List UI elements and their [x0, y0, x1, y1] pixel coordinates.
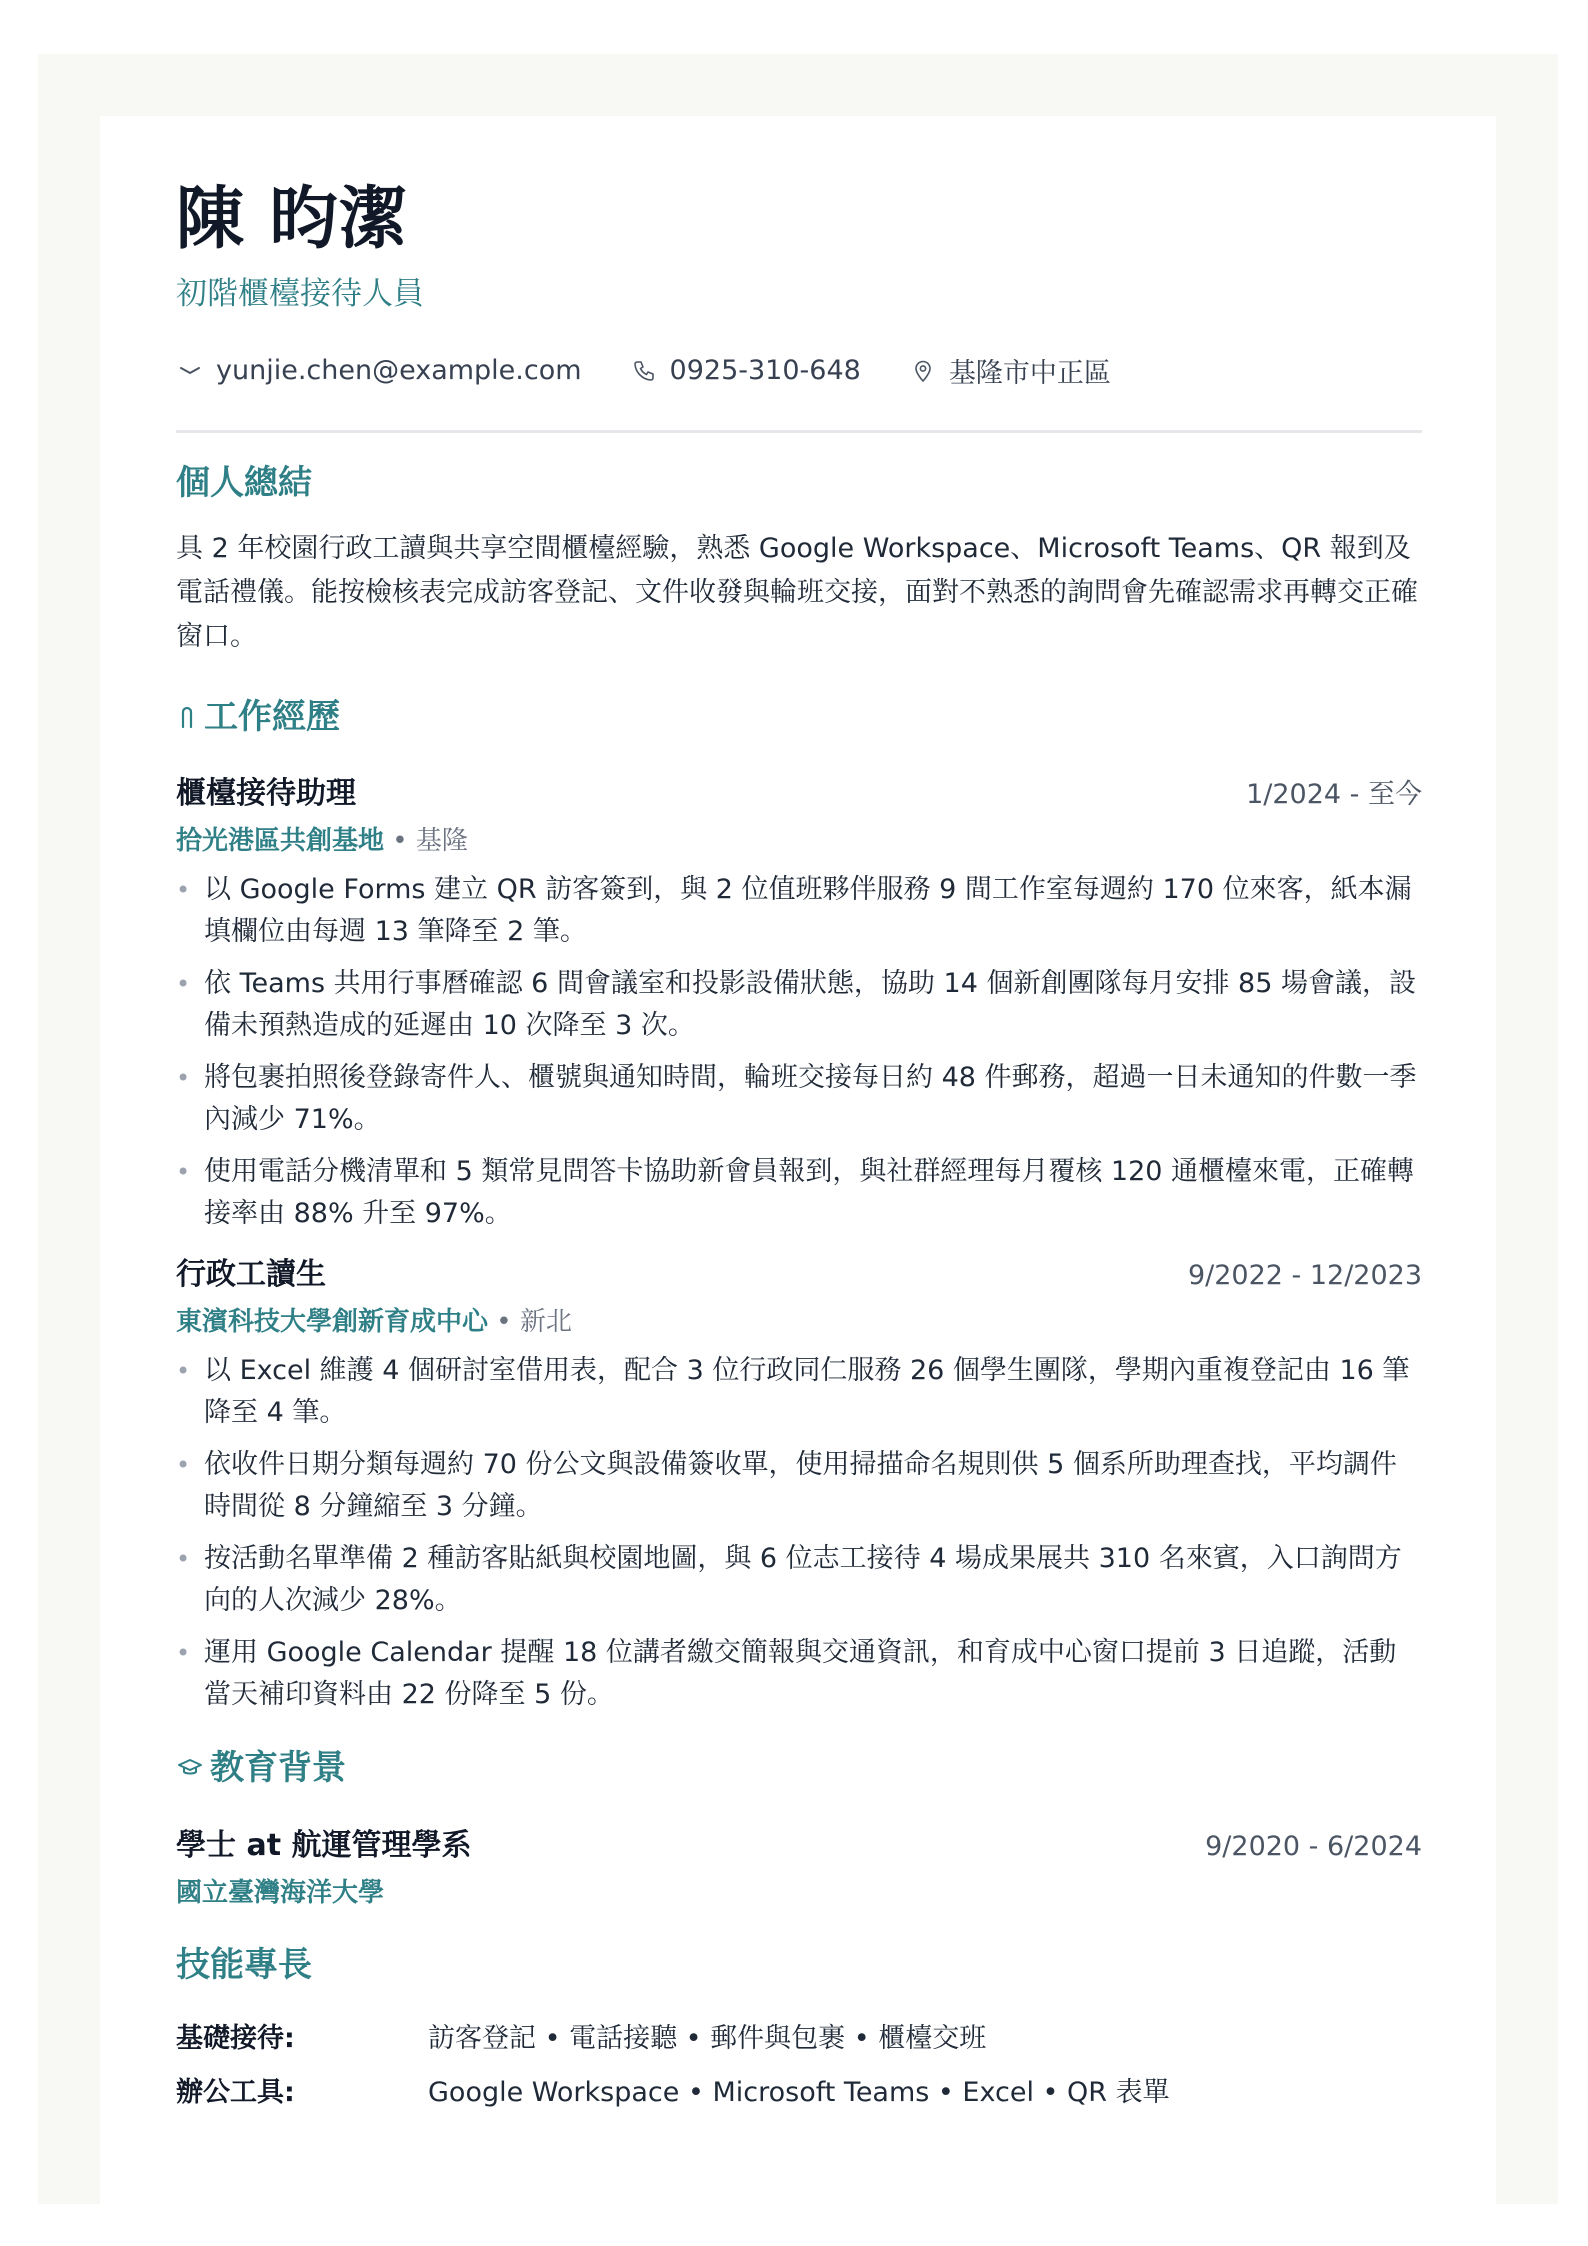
education-header [176, 1820, 1422, 1864]
summary-text: 具 2 年校園行政工讀與共享空間櫃檯經驗，熟悉 Google Workspace、Microsoft Teams、QR 報到及電話禮儀。能按檢核表完成訪客登記、文件收發與輪班交接，面對不熟悉的詢問會先確認需求再轉交正確窗口。 [176, 533, 1418, 653]
candidate-role: 初階櫃檯接待人員 [176, 276, 424, 312]
resume-content [176, 180, 1422, 2125]
education-heading-text: 教育背景 [210, 1747, 346, 1788]
experience-heading-text: 工作經歷 [204, 697, 340, 738]
contact-location [909, 351, 1111, 390]
skill-row [176, 2017, 1422, 2061]
candidate-name: 陳 昀潔 [176, 180, 408, 259]
degree: 學士 at 航運管理學系 [176, 1827, 472, 1863]
resume-sheet [100, 116, 1496, 2204]
job-bullet: • 將包裹拍照後登錄寄件人、櫃號與通知時間，輪班交接每日約 48 件郵務，超過一日未通知的件數一季內減少 71%。 [176, 1057, 1422, 1141]
job-header [176, 1249, 1422, 1293]
phone-text: 0925-310-648 [669, 355, 861, 387]
organization-name: 拾光港區共創基地 [176, 825, 385, 856]
organization-location: • 新北 [496, 1306, 572, 1337]
job-title: 櫃檯接待助理 [176, 775, 356, 811]
skill-row [176, 2071, 1422, 2115]
graduation-cap-icon [176, 1754, 204, 1782]
job-bullets [176, 1350, 1422, 1716]
job-bullet: • 按活動名單準備 2 種訪客貼紙與校園地圖，與 6 位志工接待 4 場成果展共 310 名來賓，入口詢問方向的人次減少 28%。 [176, 1538, 1422, 1622]
job-title: 行政工讀生 [176, 1256, 326, 1292]
job-organization [176, 1301, 1422, 1338]
skills-heading [176, 1943, 1422, 1987]
skills-list [176, 2017, 1422, 2115]
contact-email[interactable] [176, 355, 582, 386]
education-date: 9/2020 - 6/2024 [1205, 1830, 1422, 1862]
job-date: 1/2024 - 至今 [1246, 778, 1422, 810]
location-text: 基隆市中正區 [948, 358, 1111, 390]
skill-value: 訪客登記 • 電話接聽 • 郵件與包裹 • 櫃檯交班 [428, 2022, 987, 2054]
contact-info [176, 351, 1422, 390]
job-date: 9/2022 - 12/2023 [1187, 1259, 1422, 1291]
organization-name: 東濱科技大學創新育成中心 [176, 1306, 489, 1337]
job-entry [176, 768, 1422, 1235]
email-text: yunjie.chen@example.com [216, 355, 582, 387]
job-bullet: • 依收件日期分類每週約 70 份公文與設備簽收單，使用掃描命名規則供 5 個系所助理查找，平均調件時間從 8 分鐘縮至 3 分鐘。 [176, 1444, 1422, 1528]
job-bullet: • 以 Excel 維護 4 個研討室借用表，配合 3 位行政同仁服務 26 個學生團隊，學期內重複登記由 16 筆降至 4 筆。 [176, 1350, 1422, 1434]
education-heading [176, 1746, 1422, 1790]
summary-heading-text: 個人總結 [176, 463, 312, 504]
skill-label: 辦公工具: [176, 2076, 295, 2108]
phone-icon [630, 357, 658, 385]
job-entry [176, 1249, 1422, 1716]
page-background [38, 54, 1558, 2204]
skills-heading-text: 技能專長 [176, 1944, 312, 1985]
briefcase-icon [176, 703, 198, 731]
skill-value: Google Workspace • Microsoft Teams • Excel • QR 表單 [428, 2076, 1170, 2108]
summary-heading [176, 461, 1422, 505]
organization-location: • 基隆 [392, 825, 468, 856]
location-pin-icon [909, 357, 937, 385]
header-divider [176, 430, 1422, 433]
job-organization [176, 820, 1422, 857]
job-header [176, 768, 1422, 812]
job-bullets [176, 869, 1422, 1235]
school-name: 國立臺灣海洋大學 [176, 1877, 385, 1908]
job-bullet: • 運用 Google Calendar 提醒 18 位講者繳交簡報與交通資訊，和育成中心窗口提前 3 日追蹤，活動當天補印資料由 22 份降至 5 份。 [176, 1632, 1422, 1716]
mail-icon [176, 357, 204, 385]
education-entry [176, 1820, 1422, 1909]
job-bullet: • 以 Google Forms 建立 QR 訪客簽到，與 2 位值班夥伴服務 9 間工作室每週約 170 位來客，紙本漏填欄位由每週 13 筆降至 2 筆。 [176, 869, 1422, 953]
experience-heading [176, 695, 1422, 739]
job-bullet: • 依 Teams 共用行事曆確認 6 間會議室和投影設備狀態，協助 14 個新創團隊每月安排 85 場會議，設備未預熱造成的延遲由 10 次降至 3 次。 [176, 963, 1422, 1047]
job-bullet: • 使用電話分機清單和 5 類常見問答卡協助新會員報到，與社群經理每月覆核 120 通櫃檯來電，正確轉接率由 88% 升至 97%。 [176, 1151, 1422, 1235]
school [176, 1872, 1422, 1909]
skill-label: 基礎接待: [176, 2022, 295, 2054]
contact-phone[interactable] [630, 355, 861, 386]
